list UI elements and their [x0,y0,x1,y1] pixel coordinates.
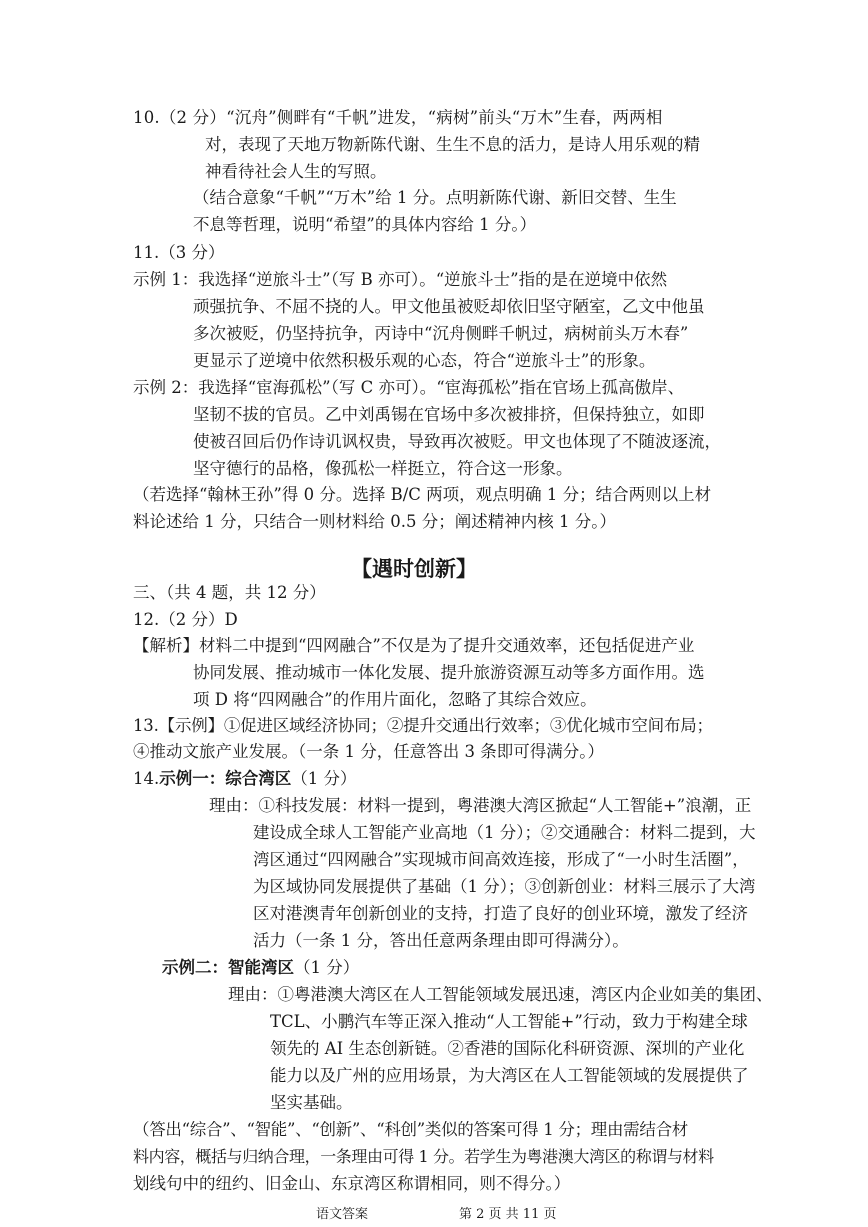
q11-example1-line-3: 多次被贬，仍坚持抗争，丙诗中“沉舟侧畔千帆过，病树前头万木春” [193,324,689,343]
q14-scoring-note-1: （答出“综合”、“智能”、“创新”、“科创”类似的答案可得 1 分；理由需结合材 [133,1120,688,1139]
q14-example2-reason-line-3: 领先的 AI 生态创新链。②香港的国际化科研资源、深圳的产业化 [270,1039,745,1058]
q11-example1-line-4: 更显示了逆境中依然积极乐观的心态，符合“逆旅斗士”的形象。 [193,351,656,370]
q11-example1-line-2: 顽强抗争、不屈不挠的人。甲文他虽被贬却依旧坚守陋室，乙文中他虽 [193,297,705,316]
footer-subject: 语文答案 [316,1207,369,1222]
q14-example1-reason-line-6: 活力（一条 1 分，答出任意两条理由即可得满分）。 [253,931,629,950]
q11-example2-line-4: 坚守德行的品格，像孤松一样挺立，符合这一形象。 [193,459,573,478]
q13-line-1: 13.【示例】①促进区域经济协同；②提升交通出行效率；③优化城市空间布局； [133,716,713,735]
q11-example1-line-1: 示例 1：我选择“逆旅斗士”（写 B 亦可）。“逆旅斗士”指的是在逆境中依然 [133,270,668,289]
q12-explanation-line-1: 【解析】材料二中提到“四网融合”不仅是为了提升交通效率，还包括促进产业 [133,636,695,655]
q11-example2-line-3: 使被召回后仍作诗讥讽权贵，导致再次被贬。甲文也体现了不随波逐流， [193,432,721,451]
q14-example2-reason-line-1: 理由：①粤港澳大湾区在人工智能领域发展迅速，湾区内企业如美的集团、 [228,985,773,1004]
q10-scoring-note-2: 不息等哲理，说明“希望”的具体内容给 1 分。） [193,215,537,234]
q14-example1-reason-line-3: 湾区通过“四网融合”实现城市间高效连接，形成了“一小时生活圈”， [253,850,749,869]
q11-scoring-note-1: （若选择“翰林王孙”得 0 分。选择 B/C 两项，观点明确 1 分；结合两则以上材 [133,485,712,504]
q14-example1-reason-line-5: 区对港澳青年创新创业的支持，打造了良好的创业环境，激发了经济 [253,904,748,923]
q14-example2-score: （1 分） [294,958,360,977]
q14-example2-heading [162,960,359,977]
q14-scoring-note-3: 划线句中的纽约、旧金山、东京湾区称谓相同，则不得分。） [133,1174,571,1193]
q14-example2-label: 示例二：智能湾区 [162,958,294,977]
q14-example1-score: （1 分） [291,769,357,788]
q12-answer: 12.（2 分）D [133,610,238,629]
q10-scoring-note-1: （结合意象“千帆”“万木”给 1 分。点明新陈代谢、新旧交替、生生 [193,188,677,207]
q14-example2-reason-line-2: TCL、小鹏汽车等正深入推动“人工智能+”行动，致力于构建全球 [270,1012,748,1031]
q11-example2-line-1: 示例 2：我选择“宦海孤松”（写 C 亦可）。“宦海孤松”指在官场上孤高傲岸、 [133,378,685,397]
q14-scoring-note-2: 料内容，概括与归纳合理，一条理由可得 1 分。若学生为粤港澳大湾区的称谓与材料 [133,1147,714,1166]
q14-example1-reason-line-4: 为区域协同发展提供了基础（1 分）；③创新创业：材料三展示了大湾 [253,877,756,896]
q14-example2-reason-line-4: 能力以及广州的应用场景，为大湾区在人工智能领域的发展提供了 [270,1066,749,1085]
section-title: 【遇时创新】 [351,556,477,581]
q14-example2-reason-line-5: 坚实基础。 [270,1093,353,1112]
q12-explanation-line-3: 项 D 将“四网融合”的作用片面化，忽略了其综合效应。 [193,690,597,709]
q11-heading: 11.（3 分） [133,243,225,262]
q10-line-3: 神看待社会人生的写照。 [205,162,387,181]
footer-page-number: 第 2 页 共 11 页 [459,1207,557,1222]
q11-scoring-note-2: 料论述给 1 分，只结合一则材料给 0.5 分；阐述精神内核 1 分。） [133,512,616,531]
q10-line-2: 对，表现了天地万物新陈代谢、生生不息的活力，是诗人用乐观的精 [205,135,700,154]
q11-example2-line-2: 坚韧不拔的官员。乙中刘禹锡在官场中多次被排挤，但保持独立，如即 [193,405,705,424]
q14-example1-reason-line-1: 理由：①科技发展：材料一提到，粤港澳大湾区掀起“人工智能+”浪潮，正 [209,796,752,815]
part3-heading: 三、（共 4 题，共 12 分） [133,583,326,602]
q14-example1-reason-line-2: 建设成全球人工智能产业高地（1 分）；②交通融合：材料二提到，大 [253,823,756,842]
q10-line-1: 10.（2 分）“沉舟”侧畔有“千帆”进发，“病树”前头“万木”生春，两两相 [133,108,663,127]
q13-line-2: ④推动文旅产业发展。（一条 1 分，任意答出 3 条即可得满分。） [133,742,604,761]
q12-explanation-line-2: 协同发展、推动城市一体化发展、提升旅游资源互动等多方面作用。选 [193,663,705,682]
q14-number: 14. [133,769,160,788]
q14-example1-heading [133,771,357,788]
q14-example1-label: 示例一：综合湾区 [159,769,292,788]
